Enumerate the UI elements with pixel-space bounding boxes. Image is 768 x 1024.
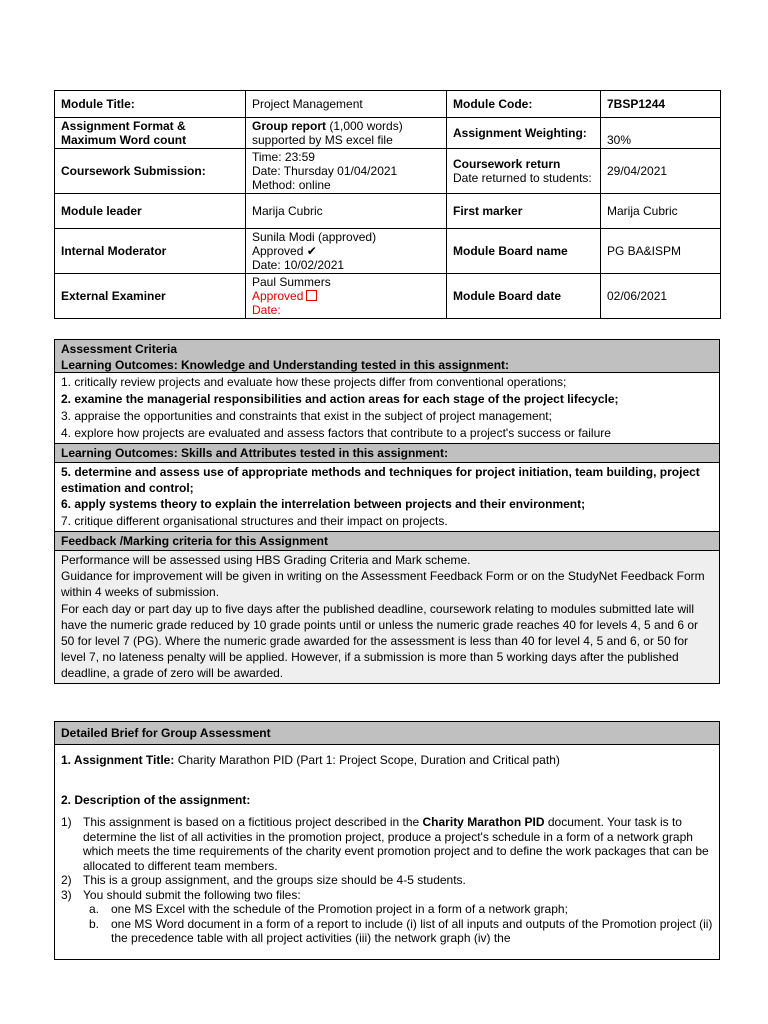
assignment-title (61, 753, 713, 767)
list-number: 2) (61, 873, 72, 887)
lo-item: 6. apply systems theory to explain the interrelation between projects and their environment; (61, 497, 586, 511)
feedback-body (55, 551, 720, 684)
moderator-approval (252, 244, 440, 258)
return-label: Coursework return (453, 157, 561, 171)
module-title-value: Project Management (246, 91, 447, 118)
assignment-title-value: Charity Marathon PID (Part 1: Project Scope, Duration and Critical path) (174, 753, 560, 767)
assessment-criteria-table (54, 339, 720, 684)
examiner-approval (252, 289, 440, 303)
examiner-date: Date: (252, 303, 281, 317)
detailed-brief-table (54, 721, 720, 960)
lo-item: 3. appraise the opportunities and constraints that exist in the subject of project management; (61, 409, 552, 423)
list-text: This assignment is based on a fictitious project described in the (83, 815, 423, 829)
return-value: 29/04/2021 (601, 149, 721, 194)
list-text: document. Your task is to determine the list of all activities in the promotion project, produce a project's schedule in a form of a network graph which meets the time requirements of the charity event promotion project and to define the work packages that can be allocated to different team members. (83, 815, 709, 873)
examiner-name: Paul Summers (252, 275, 331, 289)
info-row-title (55, 91, 721, 118)
sub-list-letter: b. (89, 916, 100, 931)
submission-value (246, 149, 447, 194)
description-list (61, 815, 713, 946)
feedback-heading-row (55, 532, 720, 551)
lo-skills-heading-row (55, 444, 720, 463)
feedback-row (55, 551, 720, 684)
return-sub: Date returned to students: (453, 171, 592, 185)
submission-method: Method: online (252, 178, 331, 192)
brief-body (55, 745, 720, 960)
format-value-bold: Group report (252, 119, 326, 133)
feedback-line: For each day or part day up to five days after the published deadline, coursework relating to modules submitted late will have the numeric grade reduced by 10 grade points until or unless the numeric grade reaches 40 for levels 4, 5 and 6 or 50 for level 7 (PG). Where the numeric grade awarded for the assessment is less than 40 for level 4, 5 and 6, or 50 for level 7, no lateness penalty will be applied. However, if a submission is more than 5 working days after the published deadline, a grade of zero will be awarded. (61, 601, 699, 681)
lo-item: 1. critically review projects and evaluate how these projects differ from conventional operations; (61, 375, 567, 389)
sub-list-text: one MS Excel with the schedule of the Promotion project in a form of a network graph; (111, 902, 568, 916)
list-number: 1) (61, 815, 72, 829)
leader-label: Module leader (55, 194, 246, 229)
first-marker-value: Marija Cubric (601, 194, 721, 229)
board-date-value: 02/06/2021 (601, 274, 721, 319)
info-row-submission (55, 149, 721, 194)
lo-knowledge-heading: Learning Outcomes: Knowledge and Understanding tested in this assignment: (61, 358, 510, 372)
examiner-approved-text: Approved (252, 289, 304, 303)
examiner-value (246, 274, 447, 319)
lo-item: 2. examine the managerial responsibilities and action areas for each stage of the project lifecycle; (61, 392, 619, 406)
moderator-label: Internal Moderator (55, 229, 246, 274)
list-text: You should submit the following two files: (83, 887, 301, 902)
format-label: Assignment Format & Maximum Word count (55, 118, 246, 149)
criteria-heading-row (55, 340, 720, 373)
list-number: 3) (61, 887, 72, 902)
lo-item: 4. explore how projects are evaluated and assess factors that contribute to a project's success or failure (61, 426, 611, 440)
lo-skills-row (55, 463, 720, 532)
moderator-approved-text: Approved (252, 244, 304, 258)
weighting-value: 30% (601, 118, 721, 149)
description-heading: 2. Description of the assignment: (61, 793, 251, 807)
module-title-label: Module Title: (55, 91, 246, 118)
format-value (246, 118, 447, 149)
leader-value: Marija Cubric (246, 194, 447, 229)
criteria-heading (55, 340, 720, 373)
brief-heading-row (55, 722, 720, 745)
list-item (61, 873, 713, 888)
lo-knowledge-row (55, 373, 720, 444)
info-row-leader (55, 194, 721, 229)
sub-list-item (61, 917, 713, 946)
submission-date: Date: Thursday 01/04/2021 (252, 164, 398, 178)
lo-skills-heading: Learning Outcomes: Skills and Attributes tested in this assignment: (55, 444, 720, 463)
checkmark-icon: ✔ (306, 244, 317, 258)
feedback-line: Performance will be assessed using HBS Grading Criteria and Mark scheme. (61, 553, 471, 567)
lo-knowledge-list (55, 373, 720, 444)
submission-label: Coursework Submission: (55, 149, 246, 194)
first-marker-label: First marker (447, 194, 601, 229)
module-code-value: 7BSP1244 (601, 91, 721, 118)
board-date-label: Module Board date (447, 274, 601, 319)
lo-item: 7. critique different organisational structures and their impact on projects. (61, 514, 448, 528)
moderator-value (246, 229, 447, 274)
board-name-label: Module Board name (447, 229, 601, 274)
return-cell (447, 149, 601, 194)
sub-list-item (61, 902, 713, 917)
module-info-table (54, 90, 721, 319)
board-name-value: PG BA&ISPM (601, 229, 721, 274)
moderator-date: Date: 10/02/2021 (252, 258, 345, 272)
examiner-label: External Examiner (55, 274, 246, 319)
moderator-name: Sunila Modi (approved) (252, 230, 377, 244)
brief-body-row (55, 745, 720, 960)
assessment-criteria-title: Assessment Criteria (61, 342, 178, 356)
sub-list-letter: a. (89, 902, 100, 916)
list-text-bold: Charity Marathon PID (422, 815, 545, 829)
info-row-examiner (55, 274, 721, 319)
list-item (61, 815, 713, 873)
brief-heading: Detailed Brief for Group Assessment (55, 722, 720, 745)
info-row-moderator (55, 229, 721, 274)
module-code-label: Module Code: (447, 91, 601, 118)
list-item (61, 888, 713, 903)
lo-skills-list (55, 463, 720, 532)
feedback-line: Guidance for improvement will be given in writing on the Assessment Feedback Form or on the StudyNet Feedback Form within 4 weeks of submission. (61, 569, 705, 600)
sub-list-text: one MS Word document in a form of a report to include (i) list of all inputs and outputs of the Promotion project (ii) the precedence table with all project activities (iii) the network graph (iv) the (111, 916, 713, 945)
submission-time: Time: 23:59 (252, 150, 315, 164)
weighting-label: Assignment Weighting: (447, 118, 601, 149)
feedback-heading: Feedback /Marking criteria for this Assignment (55, 532, 720, 551)
lo-item: 5. determine and assess use of appropriate methods and techniques for project initiation, team building, project estimation and control; (61, 465, 700, 495)
assignment-title-label: 1. Assignment Title: (61, 753, 175, 767)
checkbox-icon (306, 290, 317, 301)
list-text: This is a group assignment, and the groups size should be 4-5 students. (83, 873, 466, 887)
info-row-format (55, 118, 721, 149)
format-value-rest: (1,000 words) supported by MS excel file (252, 119, 403, 147)
